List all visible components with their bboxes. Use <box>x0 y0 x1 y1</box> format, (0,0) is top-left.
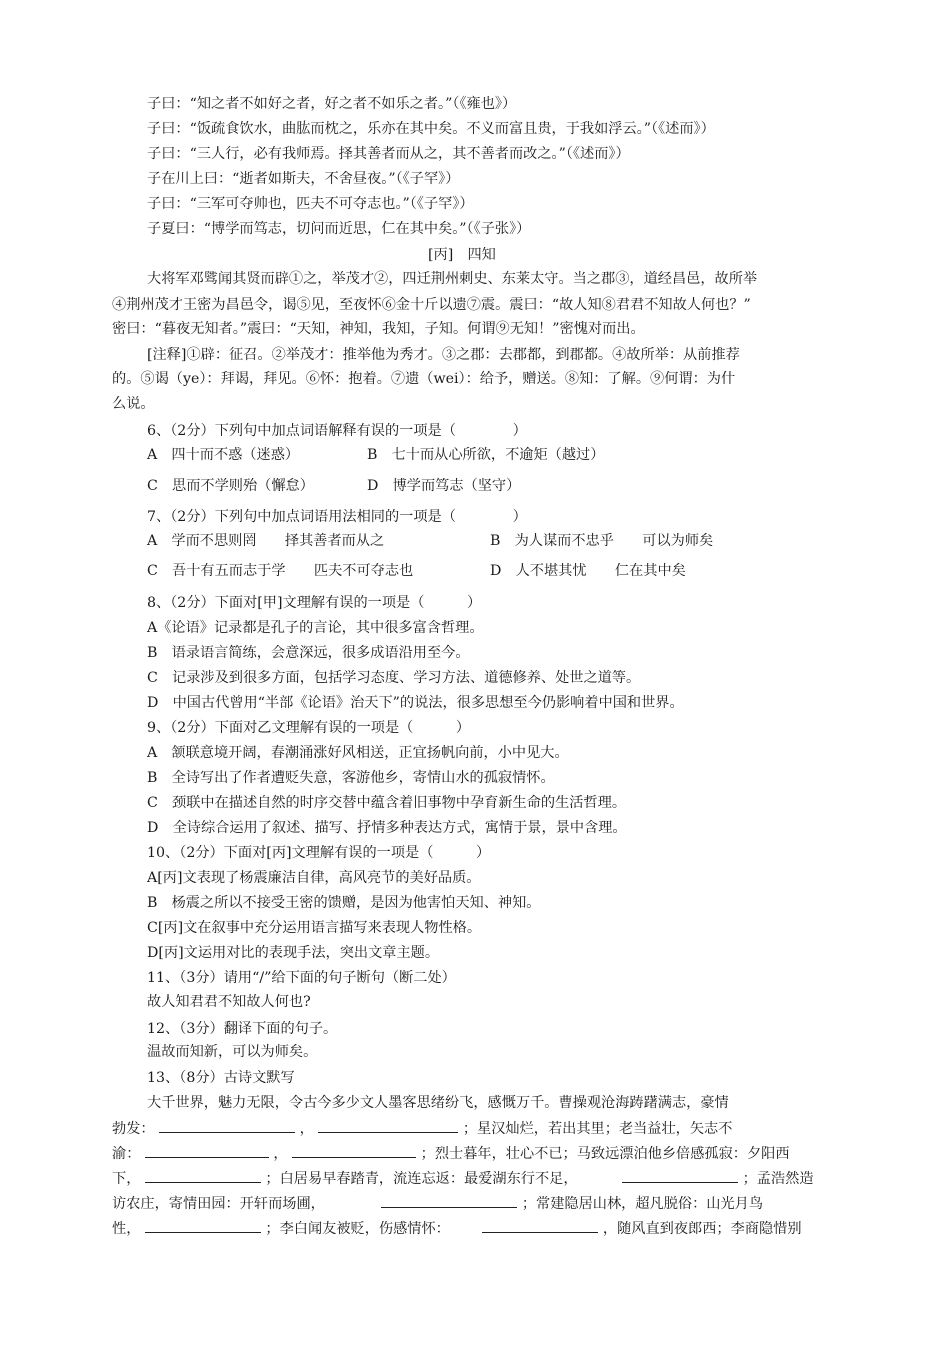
answer-blank[interactable] <box>482 1218 598 1233</box>
answer-blank[interactable] <box>318 1118 458 1133</box>
option-a: A 颔联意境开阔，春潮涌涨好风相送，正宜扬帆向前，小中见大。 <box>147 745 569 761</box>
answer-blank[interactable] <box>145 1218 261 1233</box>
option-a: A[丙]文表现了杨震廉洁自律，高风亮节的美好品质。 <box>147 870 481 886</box>
dictation-text: ；孟浩然造 <box>742 1171 814 1187</box>
passage-line: 大将军邓骘闻其贤而辟①之，举茂才②，四迁荆州刺史、东莱太守。当之郡③，道经昌邑，故所举 <box>147 271 758 287</box>
option-a: A 学而不思则罔 择其善者而从之 <box>147 533 385 549</box>
option-d: D 博学而笃志（坚守） <box>367 478 521 494</box>
question-stem: 13、（8分）古诗文默写 <box>147 1070 295 1086</box>
answer-blank[interactable] <box>145 1143 269 1158</box>
option-b: B 语录语言简练，会意深远，很多成语沿用至今。 <box>147 645 470 661</box>
option-d: D 人不堪其忧 仁在其中矣 <box>490 563 686 579</box>
answer-blank[interactable] <box>159 1118 295 1133</box>
dictation-line: 大千世界，魅力无限，令古今多少文人墨客思绪纷飞，感慨万千。曹操观沧海踌躇满志，豪情 <box>147 1095 729 1111</box>
question-stem: 8、（2分）下面对[甲]文理解有误的一项是（ ） <box>147 595 482 611</box>
note-line: 的。⑤谒（ye）：拜谒，拜见。⑥怀：抱着。⑦遗（wei）：给予，赠送。⑧知：了解。⑨何谓：为什 <box>112 371 736 387</box>
option-c: C 记录涉及到很多方面，包括学习态度、学习方法、道德修养、处世之道等。 <box>147 670 641 686</box>
question-stem: 10、（2分）下面对[丙]文理解有误的一项是（ ） <box>147 845 491 861</box>
dictation-line <box>112 1193 763 1213</box>
option-a: A《论语》记录都是孔子的言论，其中很多富含哲理。 <box>147 620 484 636</box>
option-d: D[丙]文运用对比的表现手法，突出文章主题。 <box>147 945 440 961</box>
dictation-text: 性， <box>112 1221 141 1237</box>
answer-blank[interactable] <box>622 1168 738 1183</box>
quote-line: 子夏曰：“博学而笃志，切问而近思，仁在其中矣。”（《子张》） <box>147 221 531 237</box>
dictation-text: 访农庄，寄情田园：开轩而场圃， <box>112 1196 325 1212</box>
dictation-line <box>112 1218 802 1238</box>
quote-line: 子在川上曰：“逝者如斯夫，不舍昼夜。”（《子罕》） <box>147 171 460 187</box>
question-stem: 7、（2分）下列句中加点词语用法相同的一项是（ ） <box>147 509 527 525</box>
dictation-text: ；李白闻友被贬，伤感情怀： <box>265 1221 450 1237</box>
section-title: [丙] 四知 <box>428 247 496 263</box>
dictation-line <box>112 1118 732 1138</box>
dictation-text: 下， <box>112 1171 141 1187</box>
option-c: C 吾十有五而志于学 匹夫不可夺志也 <box>147 563 414 579</box>
quote-line: 子曰：“三军可夺帅也，匹夫不可夺志也。”（《子罕》） <box>147 196 474 212</box>
dictation-text: ， <box>299 1121 314 1137</box>
dictation-line <box>112 1168 814 1188</box>
option-d: D 中国古代曾用“半部《论语》治天下”的说法，很多思想至今仍影响着中国和世界。 <box>147 695 684 711</box>
dictation-text: ；烈士暮年，壮心不已；马致远漂泊他乡倍感孤寂：夕阳西 <box>420 1146 790 1162</box>
question-stem: 11、（3分）请用“/”给下面的句子断句（断二处） <box>147 970 456 986</box>
option-b: B 杨震之所以不接受王密的馈赠，是因为他害怕天知、神知。 <box>147 895 541 911</box>
question-stem: 6、（2分）下列句中加点词语解释有误的一项是（ ） <box>147 423 527 439</box>
dictation-text: ；白居易早春踏青，流连忘返：最爱湖东行不足， <box>265 1171 578 1187</box>
dictation-text: 勃发： <box>112 1121 155 1137</box>
question-stem: 9、（2分）下面对乙文理解有误的一项是（ ） <box>147 720 471 736</box>
option-b: B 七十而从心所欲，不逾矩（越过） <box>367 447 605 463</box>
question-text: 故人知君君不知故人何也? <box>147 994 311 1010</box>
option-d: D 全诗综合运用了叙述、描写、抒情多种表达方式，寓情于景，景中含理。 <box>147 820 627 836</box>
option-a: A 四十而不惑（迷惑） <box>147 447 300 463</box>
answer-blank[interactable] <box>381 1193 517 1208</box>
note-line: [注释]①辟：征召。②举茂才：推举他为秀才。③之郡：去郡都，到郡都。④故所举：从前推荐 <box>147 347 740 363</box>
option-b: B 为人谋而不忠乎 可以为师矣 <box>490 533 714 549</box>
question-text: 温故而知新，可以为师矣。 <box>147 1044 318 1060</box>
answer-blank[interactable] <box>292 1143 416 1158</box>
question-stem: 12、（3分）翻译下面的句子。 <box>147 1021 338 1037</box>
dictation-text: ；常建隐居山林，超凡脱俗：山光月鸟 <box>521 1196 764 1212</box>
dictation-text: 渝： <box>112 1146 141 1162</box>
passage-line: ④荆州茂才王密为昌邑令，谒⑤见，至夜怀⑥金十斤以遗⑦震。震曰：“故人知⑧君君不知故人何也？” <box>112 297 751 313</box>
quote-line: 子曰：“三人行，必有我师焉。择其善者而从之，其不善者而改之。”（《述而》） <box>147 146 630 162</box>
option-c: C 颈联中在描述自然的时序交替中蕴含着旧事物中孕育新生命的生活哲理。 <box>147 795 627 811</box>
quote-line: 子曰：“知之者不如好之者，好之者不如乐之者。”（《雍也》） <box>147 96 517 112</box>
option-c: C[丙]文在叙事中充分运用语言描写来表现人物性格。 <box>147 920 482 936</box>
dictation-line <box>112 1143 790 1163</box>
dictation-text: ， <box>273 1146 288 1162</box>
answer-blank[interactable] <box>145 1168 261 1183</box>
dictation-text: ；星汉灿烂，若出其里；老当益壮，矢志不 <box>462 1121 733 1137</box>
passage-line: 密曰：“暮夜无知者。”震曰：“天知，神知，我知，子知。何谓⑨无知！”密愧对而出。 <box>112 321 645 337</box>
option-b: B 全诗写出了作者遭贬失意，客游他乡，寄情山水的孤寂情怀。 <box>147 770 555 786</box>
note-line: 么说。 <box>112 396 155 412</box>
dictation-text: ，随风直到夜郎西；李商隐惜别 <box>602 1221 802 1237</box>
quote-line: 子曰：“饭疏食饮水，曲肱而枕之，乐亦在其中矣。不义而富且贵，于我如浮云。”（《述而》） <box>147 121 715 137</box>
option-c: C 思而不学则殆（懈怠） <box>147 478 314 494</box>
